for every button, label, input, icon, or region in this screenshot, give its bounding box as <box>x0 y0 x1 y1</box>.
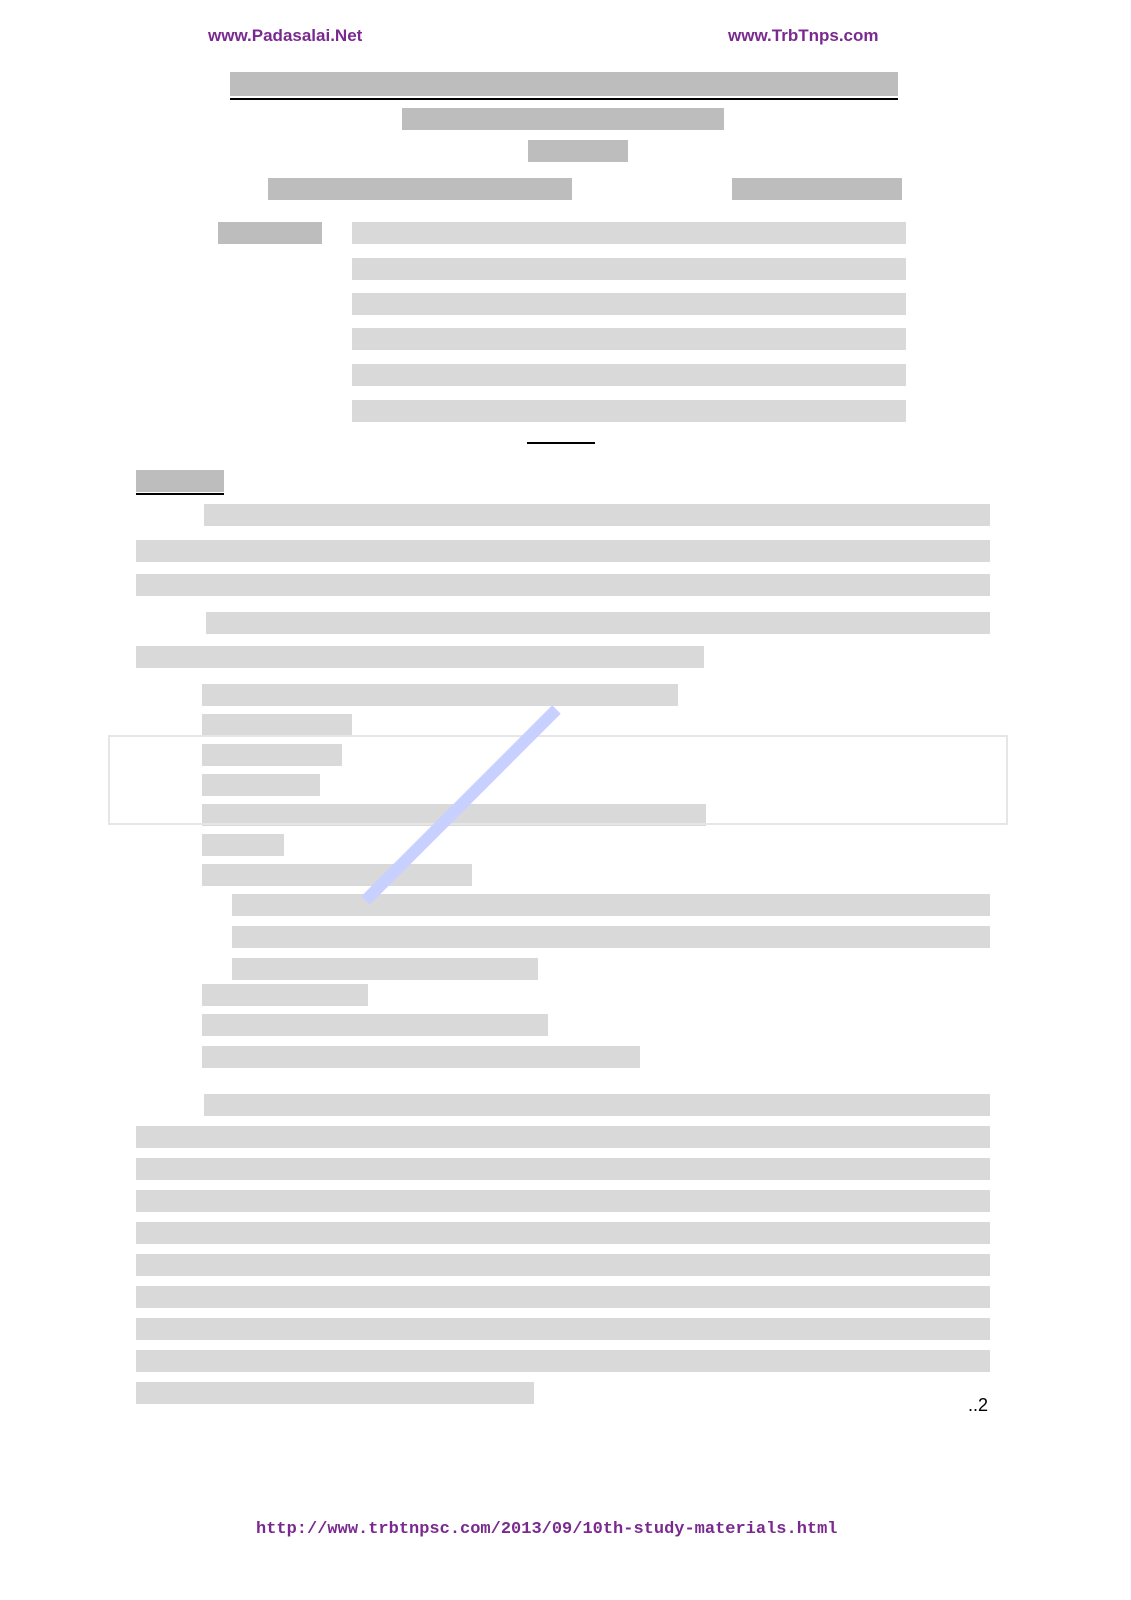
paragraph-line <box>136 540 990 562</box>
footer-link[interactable]: http://www.trbtnpsc.com/2013/09/10th-study-materials.html <box>256 1520 838 1539</box>
background-watermark <box>108 735 1008 825</box>
paragraph-line <box>136 1158 990 1180</box>
paragraph-line <box>136 1222 990 1244</box>
page-marker: ..2 <box>968 1395 989 1415</box>
paragraph-line <box>136 574 990 596</box>
list-item-note-line <box>232 894 990 916</box>
header-right-link[interactable]: www.TrbTnps.com <box>728 26 879 45</box>
subject-line <box>352 364 906 386</box>
list-item <box>202 864 472 886</box>
paragraph-line <box>204 504 990 526</box>
subject-line <box>352 222 906 244</box>
title-underline <box>230 98 898 100</box>
list-item <box>202 834 284 856</box>
reference-number-line <box>268 178 572 200</box>
list-item <box>202 984 368 1006</box>
title-line <box>230 72 898 96</box>
subject-line <box>352 293 906 315</box>
paragraph-line <box>136 1318 990 1340</box>
paragraph-line <box>136 646 704 668</box>
list-item <box>202 1046 640 1068</box>
paragraph-line <box>136 1382 534 1404</box>
subject-line <box>352 258 906 280</box>
paragraph-line <box>136 1254 990 1276</box>
paragraph-line <box>136 1286 990 1308</box>
order-heading-underline <box>136 493 224 495</box>
subject-label <box>218 222 322 244</box>
header-left-link[interactable]: www.Padasalai.Net <box>208 26 363 45</box>
date-line <box>732 178 902 200</box>
paragraph-line <box>136 1190 990 1212</box>
list-item <box>202 1014 548 1036</box>
subject-line <box>352 400 906 422</box>
designation-line <box>528 140 628 162</box>
paragraph-line <box>206 612 990 634</box>
order-heading <box>136 470 224 492</box>
list-item <box>202 684 678 706</box>
list-item-note-line <box>232 926 990 948</box>
subject-separator <box>527 442 595 444</box>
presence-line <box>402 108 724 130</box>
subject-line <box>352 328 906 350</box>
paragraph-line <box>204 1094 990 1116</box>
paragraph-line <box>136 1126 990 1148</box>
list-item-note-line <box>232 958 538 980</box>
paragraph-line <box>136 1350 990 1372</box>
list-item <box>202 714 352 736</box>
